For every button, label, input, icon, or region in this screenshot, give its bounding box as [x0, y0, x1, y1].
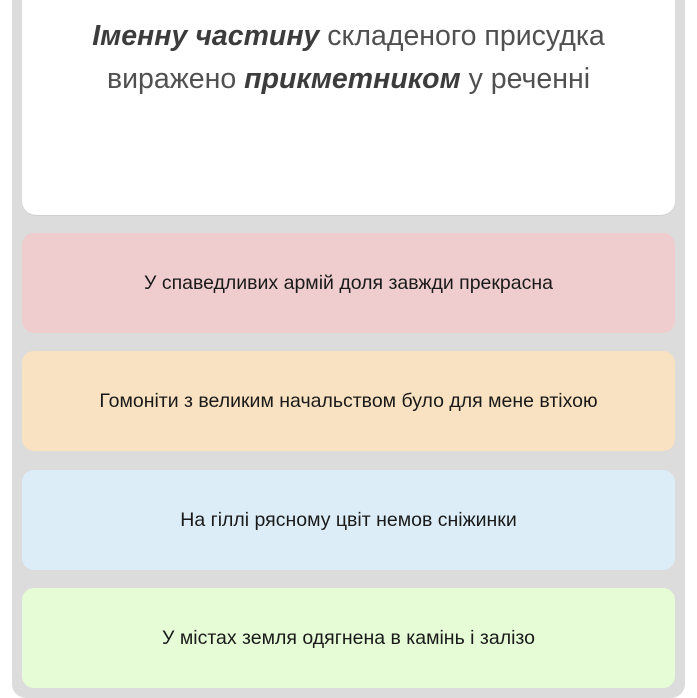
answer-option-2[interactable]: [22, 351, 675, 451]
question-segment-3: виражено: [106, 63, 245, 95]
answer-option-4[interactable]: [22, 588, 675, 688]
question-segment-5: у реченні: [460, 63, 591, 95]
question-emphasis-1: Іменну частину: [92, 20, 320, 52]
answer-option-2-label: Гомоніти з великим начальством було для мене втіхою: [99, 389, 598, 412]
question-card: [22, 0, 675, 215]
answer-option-3-label: На гіллі рясному цвіт немов сніжинки: [180, 508, 517, 531]
answer-option-3[interactable]: [22, 470, 675, 570]
question-emphasis-2: прикметником: [244, 63, 461, 95]
question-text: [22, 15, 675, 101]
question-segment-2: складеного присудка: [319, 20, 605, 52]
answer-option-1-label: У спаведливих армій доля завжди прекрасна: [144, 271, 553, 294]
answer-option-4-label: У містах земля одягнена в камінь і залізо: [162, 626, 535, 649]
answer-option-1[interactable]: [22, 233, 675, 333]
